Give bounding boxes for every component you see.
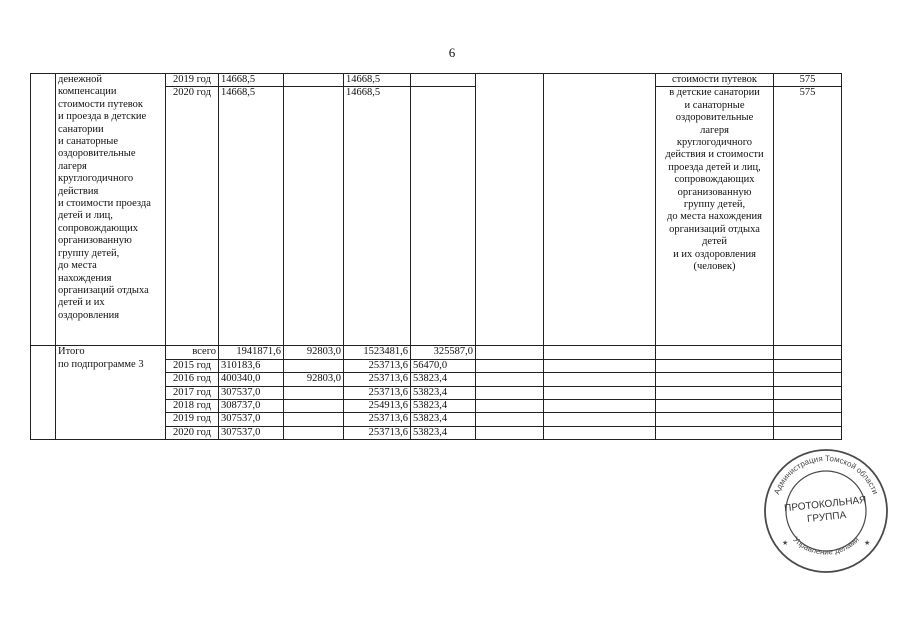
local-cell [411,87,476,346]
year-cell: 2019 год [166,74,219,87]
empty-cell [656,413,774,426]
indicator-cell: стоимости путевок [656,74,774,87]
year-cell: 2019 год [166,413,219,426]
year-cell: 2018 год [166,400,219,413]
empty-cell [476,74,544,346]
regional-cell: 254913,6 [344,400,411,413]
empty-cell [544,413,656,426]
empty-cell [656,386,774,399]
year-cell: 2015 год [166,359,219,372]
local-cell: 53823,4 [411,386,476,399]
year-cell: 2020 год [166,87,219,346]
table-cell-index [31,346,56,440]
empty-cell [476,373,544,386]
year-cell: 2020 год [166,426,219,439]
empty-cell [656,400,774,413]
empty-cell [774,426,842,439]
empty-cell [544,386,656,399]
measure-name-cell: денежной компенсации стоимости путевок и проезда в детские санатории и санаторные оздоровительные лагеря круглогодичного действия и стоимости проезда детей и лиц, сопровождающих организованную группу детей, до места нахождения организаций отдыха детей и их оздоровления [56,74,166,346]
indicator-value-cell: 575 [774,87,842,346]
empty-cell [544,373,656,386]
empty-cell [544,359,656,372]
empty-cell [774,346,842,359]
local-cell: 56470,0 [411,359,476,372]
table-cell-index [31,74,56,346]
total-cell: 14668,5 [219,74,284,87]
local-cell: 325587,0 [411,346,476,359]
empty-cell [656,346,774,359]
federal-cell [284,400,344,413]
empty-cell [656,359,774,372]
empty-cell [774,413,842,426]
empty-cell [544,346,656,359]
federal-cell [284,386,344,399]
empty-cell [476,426,544,439]
total-cell: 310183,6 [219,359,284,372]
empty-cell [656,426,774,439]
total-cell: 14668,5 [219,87,284,346]
federal-cell: 92803,0 [284,373,344,386]
federal-cell [284,413,344,426]
local-cell: 53823,4 [411,413,476,426]
official-stamp [762,447,890,575]
total-cell: 1941871,6 [219,346,284,359]
empty-cell [774,359,842,372]
empty-cell [476,346,544,359]
regional-cell: 1523481,6 [344,346,411,359]
total-cell: 307537,0 [219,386,284,399]
empty-cell [544,74,656,346]
table-row [31,346,842,359]
federal-cell [284,74,344,87]
subtotal-name-cell: Итого по подпрограмме 3 [56,346,166,440]
empty-cell [544,400,656,413]
total-cell: 307537,0 [219,413,284,426]
total-cell: 400340,0 [219,373,284,386]
stamp-ring-top-text: Администрация Томской области [772,453,880,496]
empty-cell [774,386,842,399]
federal-cell [284,87,344,346]
indicator-cell: в детские санатории и санаторные оздоровительные лагеря круглогодичного действия и стоимости проезда детей и лиц, сопровождающих организованную группу детей, до места нахождения организаций отдыха детей и их оздоровления (человек) [656,87,774,346]
empty-cell [544,426,656,439]
stamp-center-line1: ПРОТОКОЛЬНАЯ [783,494,867,515]
indicator-value-cell: 575 [774,74,842,87]
local-cell [411,74,476,87]
regional-cell: 253713,6 [344,426,411,439]
table-row [31,74,842,87]
empty-cell [774,373,842,386]
stamp-center-line2: ГРУППА [806,509,847,525]
star-icon: ★ [864,539,871,547]
empty-cell [656,373,774,386]
year-cell: 2016 год [166,373,219,386]
empty-cell [476,359,544,372]
star-icon: ★ [782,539,789,547]
local-cell: 53823,4 [411,426,476,439]
regional-cell: 253713,6 [344,359,411,372]
regional-cell: 253713,6 [344,413,411,426]
empty-cell [476,400,544,413]
year-cell: всего [166,346,219,359]
total-cell: 307537,0 [219,426,284,439]
program-table [30,73,842,440]
stamp-ring-bottom-text: Управление делами [791,534,861,557]
empty-cell [476,413,544,426]
regional-cell: 14668,5 [344,87,411,346]
year-cell: 2017 год [166,386,219,399]
local-cell: 53823,4 [411,373,476,386]
regional-cell: 14668,5 [344,74,411,87]
local-cell: 53823,4 [411,400,476,413]
regional-cell: 253713,6 [344,386,411,399]
regional-cell: 253713,6 [344,373,411,386]
federal-cell: 92803,0 [284,346,344,359]
federal-cell [284,426,344,439]
federal-cell [284,359,344,372]
empty-cell [476,386,544,399]
page-number: 6 [448,45,456,60]
total-cell: 308737,0 [219,400,284,413]
empty-cell [774,400,842,413]
